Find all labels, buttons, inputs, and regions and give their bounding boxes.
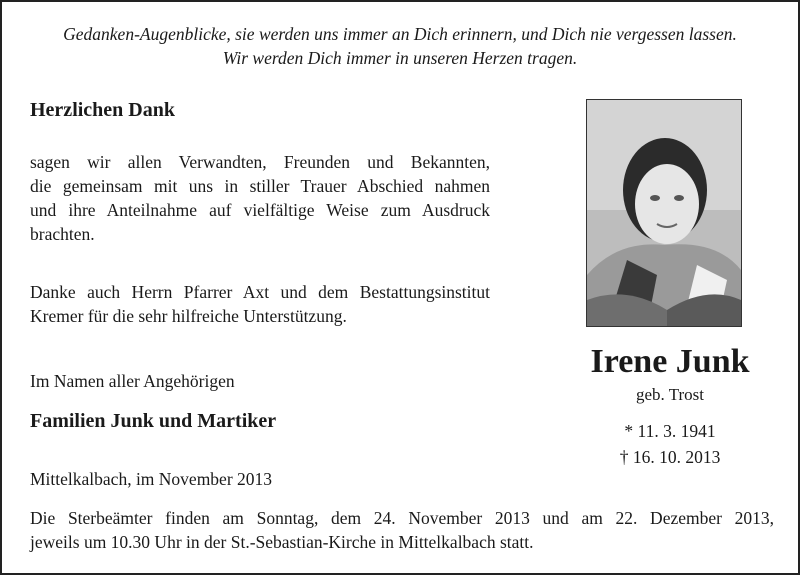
- maiden-name: geb. Trost: [635, 385, 705, 404]
- motto-line-2: Wir werden Dich immer in unseren Herzen tragen.: [222, 48, 578, 68]
- motto-line-1: Gedanken-Augenblicke, sie werden uns immer an Dich erinnern, und Dich nie vergessen lassen.: [63, 24, 737, 44]
- portrait-illustration: [587, 100, 741, 326]
- extra-thanks-line: Danke auch Herrn Pfarrer Axt und dem Bestattungsinstitut: [30, 282, 490, 302]
- service-line: Die Sterbeämter finden am Sonntag, dem 24. November 2013 und am 22. Dezember 2013,: [30, 508, 774, 528]
- extra-thanks-line: Kremer für die sehr hilfreiche Unterstützung.: [30, 306, 347, 326]
- deceased-name: Irene Junk: [590, 343, 750, 380]
- thanks-line: brachten.: [30, 224, 95, 244]
- service-line: jeweils um 10.30 Uhr in der St.-Sebastian-Kirche in Mittelkalbach statt.: [30, 532, 534, 552]
- service-announcement: [30, 506, 774, 554]
- death-date: † 16. 10. 2013: [619, 447, 721, 467]
- place-date: Mittelkalbach, im November 2013: [30, 469, 273, 489]
- portrait-photo: [586, 99, 742, 327]
- thanks-line: sagen wir allen Verwandten, Freunden und Bekannten,: [30, 152, 490, 172]
- thanks-line: und ihre Anteilnahme auf vielfältige Weise zum Ausdruck: [30, 200, 490, 220]
- thanks-paragraph: [30, 150, 490, 246]
- extra-thanks-paragraph: [30, 280, 490, 328]
- families-signature: Familien Junk und Martiker: [30, 410, 277, 432]
- thanks-line: die gemeinsam mit uns in stiller Trauer Abschied nahmen: [30, 176, 490, 196]
- thanks-heading: Herzlichen Dank: [30, 99, 175, 121]
- birth-date: * 11. 3. 1941: [624, 421, 716, 441]
- on-behalf-text: Im Namen aller Angehörigen: [30, 371, 235, 391]
- motto: [0, 22, 800, 70]
